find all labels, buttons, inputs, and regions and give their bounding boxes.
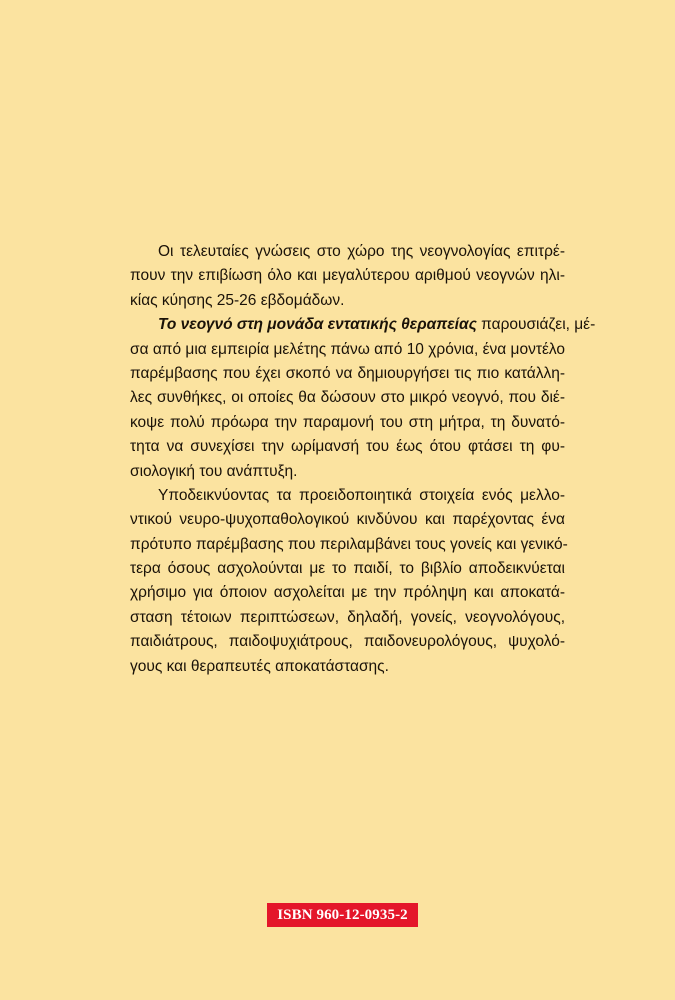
text-line: χρήσιμο για όποιον ασχολείται με την πρόληψη και αποκατά- xyxy=(130,584,565,602)
text-fragment: παρουσιάζει, μέ- xyxy=(476,316,596,334)
text-line: σα από μια εμπειρία μελέτης πάνω από 10 χρόνια, ένα μοντέλο xyxy=(130,340,565,358)
blurb-text xyxy=(130,240,596,679)
text-line xyxy=(130,313,596,337)
text-line: τητα να συνεχίσει την ωρίμανσή του έως ότου φτάσει τη φυ- xyxy=(130,438,565,456)
text-line: Υποδεικνύοντας τα προειδοποιητικά στοιχεία ενός μελλο- xyxy=(158,486,565,504)
text-line: λες συνθήκες, οι οποίες θα δώσουν στο μικρό νεογνό, που διέ- xyxy=(130,389,565,407)
text-line: κοψε πολύ πρόωρα την παραμονή του στη μήτρα, τη δυνατό- xyxy=(130,413,565,431)
text-line: πρότυπο παρέμβασης που περιλαμβάνει τους γονείς και γενικό- xyxy=(130,535,568,553)
book-title: Το νεογνό στη μονάδα εντατικής θεραπείας xyxy=(158,316,477,334)
text-line: παιδιάτρους, παιδοψυχιάτρους, παιδονευρολόγους, ψυχολό- xyxy=(130,633,565,651)
text-line: σιολογική του ανάπτυξη. xyxy=(130,462,298,480)
paragraph-3 xyxy=(130,484,568,679)
paragraph-1 xyxy=(130,240,565,313)
paragraph-2 xyxy=(130,313,596,484)
text-line: παρέμβασης που έχει σκοπό να δημιουργήσει τις πιο κατάλλη- xyxy=(130,364,565,382)
text-line: σταση τέτοιων περιπτώσεων, δηλαδή, γονείς, νεογνολόγους, xyxy=(130,608,565,626)
text-line: Οι τελευταίες γνώσεις στο χώρο της νεογνολογίας επιτρέ- xyxy=(158,243,565,260)
text-line: πουν την επιβίωση όλο και μεγαλύτερου αριθμού νεογνών ηλι- xyxy=(130,267,565,285)
text-line: γους και θεραπευτές αποκατάστασης. xyxy=(130,657,389,675)
text-line: τερα όσους ασχολούνται με το παιδί, το βιβλίο αποδεικνύεται xyxy=(130,560,565,578)
isbn-label: ISBN 960-12-0935-2 xyxy=(267,903,418,927)
text-line: κίας κύησης 25-26 εβδομάδων. xyxy=(130,291,345,309)
text-line: ντικού νευρο-ψυχοπαθολογικού κινδύνου και παρέχοντας ένα xyxy=(130,511,565,529)
